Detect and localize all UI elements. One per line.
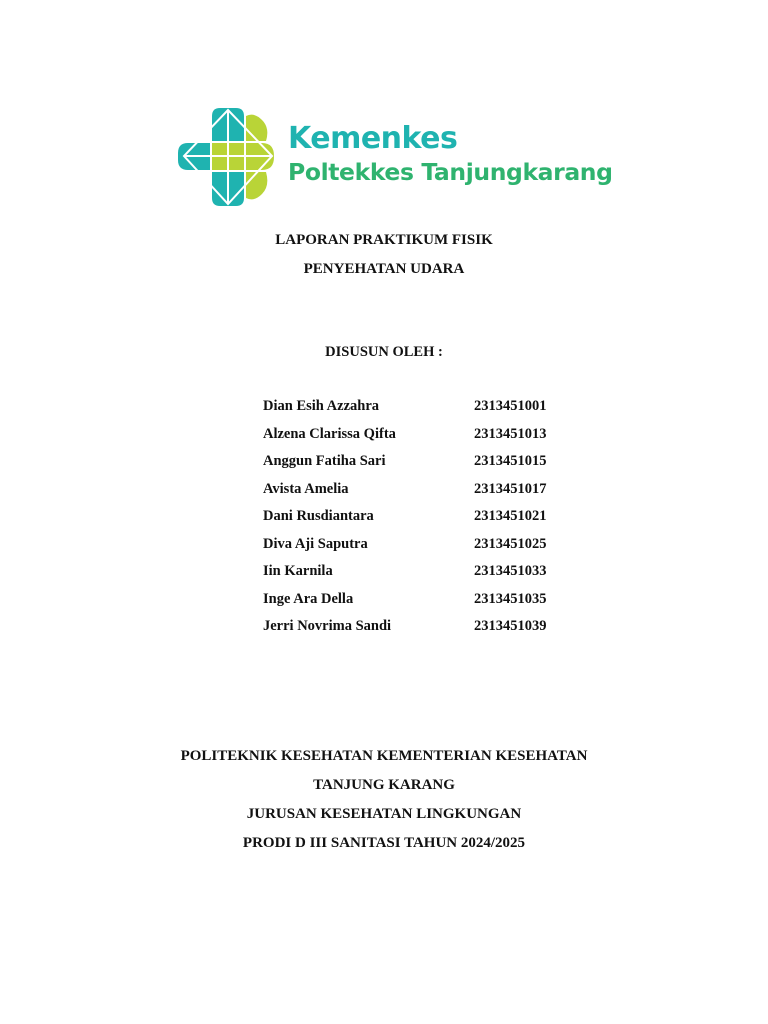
member-nim: 2313451001 bbox=[474, 398, 547, 414]
member-row bbox=[263, 591, 583, 619]
report-title-line1: LAPORAN PRAKTIKUM FISIK bbox=[275, 232, 493, 248]
member-row bbox=[263, 426, 583, 454]
member-nim: 2313451013 bbox=[474, 425, 547, 442]
member-nim: 2313451035 bbox=[474, 590, 547, 607]
institution-line1: POLITEKNIK KESEHATAN KEMENTERIAN KESEHATAN bbox=[180, 748, 588, 764]
logo-title: Kemenkes bbox=[288, 121, 458, 156]
member-name: Dian Esih Azzahra bbox=[263, 398, 380, 414]
member-nim: 2313451033 bbox=[474, 563, 547, 579]
member-row bbox=[263, 453, 583, 481]
member-name: Avista Amelia bbox=[263, 480, 349, 497]
member-row bbox=[263, 536, 583, 564]
logo-subtitle: Poltekkes Tanjungkarang bbox=[288, 158, 613, 186]
member-list bbox=[263, 398, 583, 646]
member-row bbox=[263, 481, 583, 509]
member-nim: 2313451039 bbox=[474, 618, 547, 634]
member-name: Jerri Novrima Sandi bbox=[263, 618, 392, 634]
member-row bbox=[263, 563, 583, 591]
authors-heading: DISUSUN OLEH : bbox=[325, 344, 443, 360]
logo-wordmark bbox=[288, 122, 613, 188]
kemenkes-logo-mark bbox=[178, 108, 274, 208]
member-name: Anggun Fatiha Sari bbox=[263, 453, 386, 469]
institution-line4: PRODI D III SANITASI TAHUN 2024/2025 bbox=[242, 835, 526, 851]
report-title-line2: PENYEHATAN UDARA bbox=[303, 261, 465, 277]
member-nim: 2313451025 bbox=[474, 535, 547, 552]
member-row bbox=[263, 618, 583, 646]
member-nim: 2313451017 bbox=[474, 480, 547, 497]
member-nim: 2313451015 bbox=[474, 453, 547, 469]
member-row bbox=[263, 508, 583, 536]
member-name: Inge Ara Della bbox=[263, 590, 354, 607]
member-name: Iin Karnila bbox=[263, 563, 333, 579]
member-name: Diva Aji Saputra bbox=[263, 535, 368, 552]
institution-line2: TANJUNG KARANG bbox=[313, 777, 455, 793]
member-name: Dani Rusdiantara bbox=[263, 508, 374, 524]
member-row bbox=[263, 398, 583, 426]
member-nim: 2313451021 bbox=[474, 508, 547, 524]
member-name: Alzena Clarissa Qifta bbox=[263, 425, 396, 442]
institution-line3: JURUSAN KESEHATAN LINGKUNGAN bbox=[246, 806, 522, 822]
kemenkes-logo bbox=[178, 108, 628, 208]
